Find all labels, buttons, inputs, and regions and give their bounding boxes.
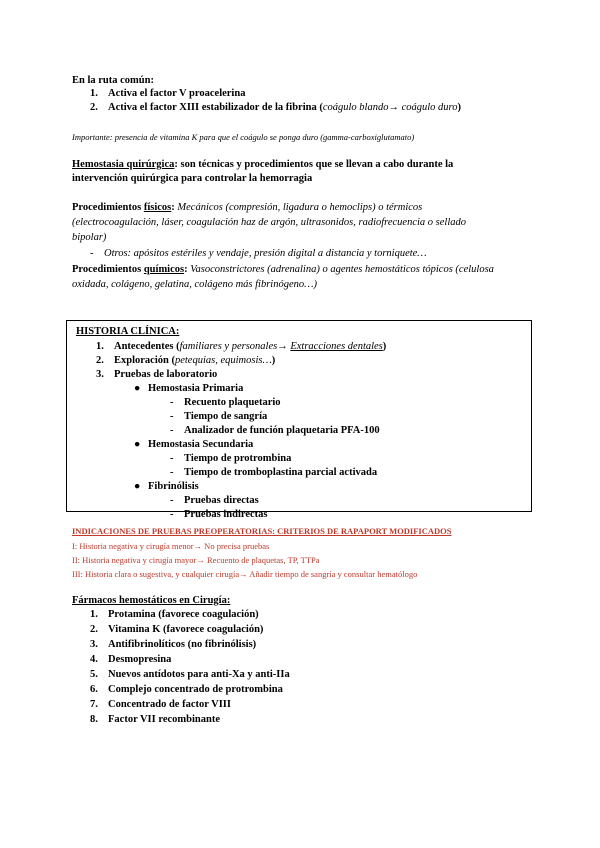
indicaciones-line-1: I: Historia negativa y cirugía menor→ No precisa pruebas [72,541,270,551]
group-fibrinolisis-name: Fibrinólisis [148,481,199,492]
historia-item-1-italic-u: Extracciones dentales [290,341,383,352]
group-primaria-name: Hemostasia Primaria [148,383,244,394]
hemostasia-rest: : son técnicas y procedimientos que se llevan a cabo durante la [174,159,454,170]
ruta-item-2-text: Activa el factor XIII estabilizador de la fibrina ( [108,102,323,113]
historia-item-1-end: ) [382,341,387,352]
historia-item-2-end: ) [271,355,276,366]
quimicos-text-1: Vasoconstrictores (adrenalina) o agentes hemostáticos tópicos (celulosa [190,264,494,275]
secundaria-sub-2-text: Tiempo de tromboplastina parcial activada [184,467,378,478]
farmaco-item [90,652,171,667]
fibrinolisis-sub-2 [170,507,268,522]
group-secundaria [134,437,253,452]
farmaco-item [90,682,283,697]
farmaco-num: 5. [90,669,98,680]
farmaco-num: 2. [90,624,98,635]
primaria-sub-3 [170,423,380,438]
indicaciones-title: INDICACIONES DE PRUEBAS PREOPERATORIAS: CRITERIOS DE RAPAPORT MODIFICADOS [72,526,452,536]
ruta-heading: En la ruta común: [72,75,154,86]
historia-item-1-label: Antecedentes ( [114,341,180,352]
fisicos-text-1: Mecánicos (compresión, ligadura o hemoclips) o térmicos [177,202,423,213]
historia-item-1-num: 1. [96,341,104,352]
dash-icon: - [170,397,174,408]
historia-item-3-label: Pruebas de laboratorio [114,369,218,380]
group-fibrinolisis [134,479,199,494]
secundaria-sub-2 [170,465,377,480]
primaria-sub-1 [170,395,281,410]
fibrinolisis-sub-1-text: Pruebas directas [184,495,259,506]
fisicos-line-1 [72,200,422,215]
farmaco-text: Desmopresina [108,654,172,665]
historia-item-2-italic: petequias, equimosis… [174,355,272,366]
secundaria-sub-1-text: Tiempo de protrombina [184,453,292,464]
importante-note: Importante: presencia de vitamina K para que el coágulo se ponga duro (gamma-carboxiglutamato) [72,132,415,142]
primaria-sub-2-text: Tiempo de sangría [184,411,268,422]
ruta-item-2-num: 2. [90,102,98,113]
primaria-sub-3-text: Analizador de función plaquetaria PFA-100 [184,425,380,436]
primaria-sub-1-text: Recuento plaquetario [184,397,281,408]
dash-icon: - [170,425,174,436]
farmaco-item [90,607,259,622]
hemostasia-line-1 [72,157,453,172]
farmaco-text: Complejo concentrado de protrombina [108,684,283,695]
historia-item-3 [96,367,217,382]
farmaco-text: Concentrado de factor VIII [108,699,231,710]
ruta-item-2 [90,100,461,115]
primaria-sub-2 [170,409,267,424]
farmaco-num: 4. [90,654,98,665]
farmaco-text: Vitamina K (favorece coagulación) [108,624,264,635]
secundaria-sub-1 [170,451,291,466]
quimicos-label-u: químicos [143,264,185,275]
dash-icon: - [170,495,174,506]
farmaco-num: 6. [90,684,98,695]
farmaco-num: 3. [90,639,98,650]
fisicos-otros-text: Otros: apósitos estériles y vendaje, presión digital a distancia y torniquete… [104,248,427,259]
hemostasia-line-2: intervención quirúrgica para controlar la hemorragia [72,173,313,184]
ruta-item-2-italic: coágulo blando→ coágulo duro [322,102,458,113]
fisicos-otros [90,246,427,261]
fisicos-text-3: bipolar) [72,232,107,243]
historia-item-1 [96,339,386,354]
group-secundaria-name: Hemostasia Secundaria [148,439,254,450]
farmaco-item [90,667,290,682]
farmaco-text: Antifibrinolíticos (no fibrinólisis) [108,639,257,650]
fibrinolisis-sub-2-text: Pruebas indirectas [184,509,268,520]
fisicos-label-u: físicos [143,202,172,213]
quimicos-colon: : [184,264,191,275]
ruta-item-1 [90,86,245,101]
fisicos-label: Procedimientos [72,202,144,213]
bullet-icon: ● [134,481,141,492]
fibrinolisis-sub-1 [170,493,259,508]
indicaciones-line-3: III: Historia clara o sugestiva, y cualquier cirugía→ Añadir tiempo de sangría y consultar hematólogo [72,569,418,579]
dash-icon: - [170,467,174,478]
dash-icon: - [170,411,174,422]
ruta-item-2-end: ) [457,102,461,113]
farmaco-num: 1. [90,609,98,620]
historia-item-1-italic: familiares y personales→ [179,341,291,352]
farmaco-item [90,622,263,637]
dash-icon: - [170,453,174,464]
bullet-icon: ● [134,383,141,394]
historia-title: HISTORIA CLÍNICA: [76,326,180,337]
fisicos-colon: : [171,202,178,213]
quimicos-line-1 [72,262,494,277]
indicaciones-line-2: II: Historia negativa y cirugía mayor→ Recuento de plaquetas, TP, TTPa [72,555,320,565]
ruta-item-1-text: Activa el factor V proacelerina [108,88,246,99]
farmaco-item [90,712,220,727]
ruta-item-1-num: 1. [90,88,98,99]
farmacos-title: Fármacos hemostáticos en Cirugía: [72,595,231,606]
farmaco-text: Factor VII recombinante [108,714,220,725]
dash-icon: - [170,509,174,520]
farmaco-num: 7. [90,699,98,710]
historia-item-3-num: 3. [96,369,104,380]
quimicos-text-2: oxidada, colágeno, gelatina, colágeno más fibrinógeno…) [72,279,317,290]
farmaco-item [90,697,231,712]
farmaco-item [90,637,256,652]
farmaco-num: 8. [90,714,98,725]
farmaco-text: Protamina (favorece coagulación) [108,609,259,620]
quimicos-label: Procedimientos [72,264,144,275]
hemostasia-label: Hemostasia quirúrgica [72,159,175,170]
historia-item-2-label: Exploración ( [114,355,175,366]
group-primaria [134,381,243,396]
historia-item-2 [96,353,275,368]
farmaco-text: Nuevos antídotos para anti-Xa y anti-IIa [108,669,290,680]
fisicos-otros-dash: - [90,248,94,259]
historia-item-2-num: 2. [96,355,104,366]
fisicos-text-2: (electrocoagulación, láser, coagulación haz de argón, ultrasonidos, radiofrecuencia o sellado [72,217,466,228]
bullet-icon: ● [134,439,141,450]
